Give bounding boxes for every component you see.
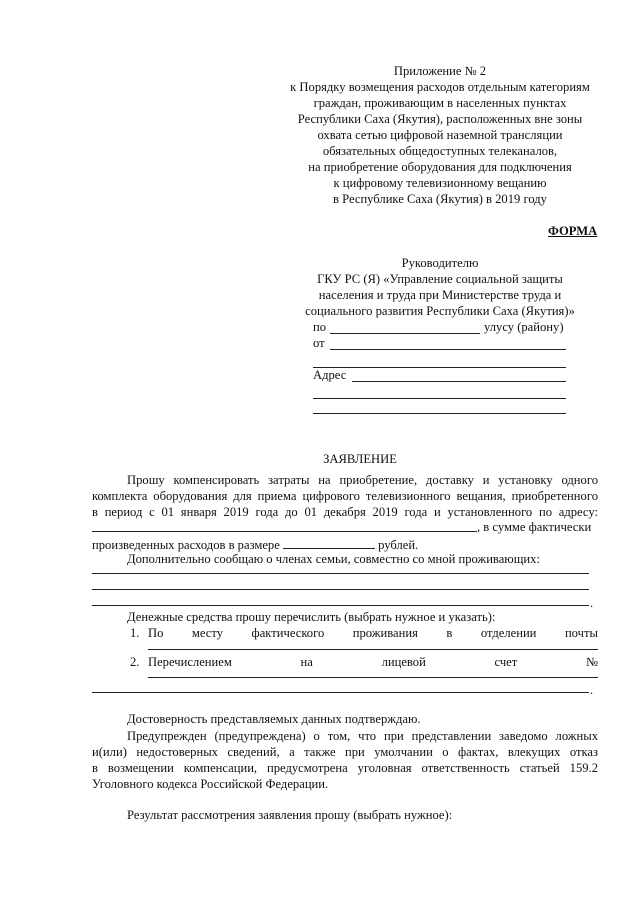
address-field-2[interactable] <box>313 398 566 399</box>
option-1-word: почты <box>564 626 598 640</box>
option-2-word: счет <box>494 655 518 669</box>
addressee-line-3: населения и труда при Министерстве труда и <box>318 288 562 302</box>
statement-title: ЗАЯВЛЕНИЕ <box>323 452 397 466</box>
family-period: . <box>590 596 594 610</box>
ulus-label: улусу (району) <box>484 320 564 334</box>
option-2-word: № <box>585 655 598 669</box>
option-1-word: месту <box>191 626 224 640</box>
option-1-text <box>148 626 598 641</box>
option-1-number: 1. <box>130 626 140 640</box>
appendix-line-7: к цифровому телевизионному вещанию <box>333 176 547 190</box>
option-1-word: фактического <box>251 626 325 640</box>
option-2-number: 2. <box>130 655 140 669</box>
option-2-word: лицевой <box>381 655 426 669</box>
p1-line-3: в период с 01 января 2019 года до 01 декабря 2019 года и установленного по адресу: <box>92 505 598 519</box>
warn-line-3: в возмещении компенсации, предусмотрена уголовная ответственность статьей 159.2 <box>92 761 598 775</box>
address-label: Адрес <box>313 368 347 382</box>
p1-line-5 <box>92 536 418 553</box>
confirm-text: Достоверность представляемых данных подтверждаю. <box>127 712 421 726</box>
warn-line-1: Предупрежден (предупреждена) о том, что при представлении заведомо ложных <box>127 729 598 743</box>
option-2-period: . <box>590 683 594 697</box>
p1-line-1: Прошу компенсировать затраты на приобретение, доставку и установку одного <box>127 473 598 487</box>
option-1-word: проживания <box>352 626 418 640</box>
warn-line-4: Уголовного кодекса Российской Федерации. <box>92 777 329 791</box>
family-field-3[interactable] <box>92 605 589 606</box>
p1-line-5-a: произведенных расходов в размере <box>92 538 280 552</box>
address-field-1[interactable] <box>352 381 566 382</box>
appendix-line-1: к Порядку возмещения расходов отдельным категориям <box>290 80 590 94</box>
addressee-line-4: социального развития Республики Саха (Якутия)» <box>305 304 575 318</box>
result-text: Результат рассмотрения заявления прошу (выбрать нужное): <box>127 808 453 822</box>
appendix-line-3: Республики Саха (Якутия), расположенных вне зоны <box>297 112 583 126</box>
form-label: ФОРМА <box>548 224 598 238</box>
ulus-field[interactable] <box>330 333 480 334</box>
option-2-text <box>148 655 598 670</box>
from-field[interactable] <box>330 349 566 350</box>
appendix-line-4: охвата сетью цифровой наземной трансляции <box>317 128 563 142</box>
p1-line-5-b: рублей. <box>378 538 419 552</box>
option-1-word: в <box>446 626 453 640</box>
option-1-field[interactable] <box>148 649 598 650</box>
option-2-word: Перечислением <box>148 655 232 669</box>
family-field-2[interactable] <box>92 589 589 590</box>
warn-line-2: и(или) недостоверных сведений, а также при умолчании о фактах, влекущих отказ <box>92 745 598 759</box>
funds-text: Денежные средства прошу перечислить (выбрать нужное и указать): <box>127 610 496 624</box>
option-2-field-2[interactable] <box>92 692 589 693</box>
option-1-word: По <box>148 626 164 640</box>
family-text: Дополнительно сообщаю о членах семьи, совместно со мной проживающих: <box>127 552 540 566</box>
purchase-address-field[interactable] <box>92 531 477 532</box>
appendix-title: Приложение № 2 <box>393 64 487 78</box>
appendix-line-5: обязательных общедоступных телеканалов, <box>322 144 558 158</box>
addressee-line-2: ГКУ РС (Я) «Управление социальной защиты <box>317 272 563 286</box>
option-1-word: отделении <box>480 626 537 640</box>
family-field-1[interactable] <box>92 573 589 574</box>
appendix-line-6: на приобретение оборудования для подключения <box>308 160 572 174</box>
address-field-3[interactable] <box>313 413 566 414</box>
addressee-line-1: Руководителю <box>401 256 479 270</box>
from-field-2[interactable] <box>313 367 566 368</box>
appendix-line-2: граждан, проживающим в населенных пунктах <box>313 96 567 110</box>
appendix-line-8: в Республике Саха (Якутия) в 2019 году <box>333 192 547 206</box>
po-label: по <box>313 320 327 334</box>
option-2-field-1[interactable] <box>148 677 598 678</box>
option-2-word: на <box>300 655 313 669</box>
p1-line-4-tail: , в сумме фактически <box>477 520 592 534</box>
p1-line-2: комплекта оборудования для приема цифрового телевизионного вещания, приобретенного <box>92 489 598 503</box>
amount-field[interactable] <box>283 536 375 549</box>
from-label: от <box>313 336 325 350</box>
